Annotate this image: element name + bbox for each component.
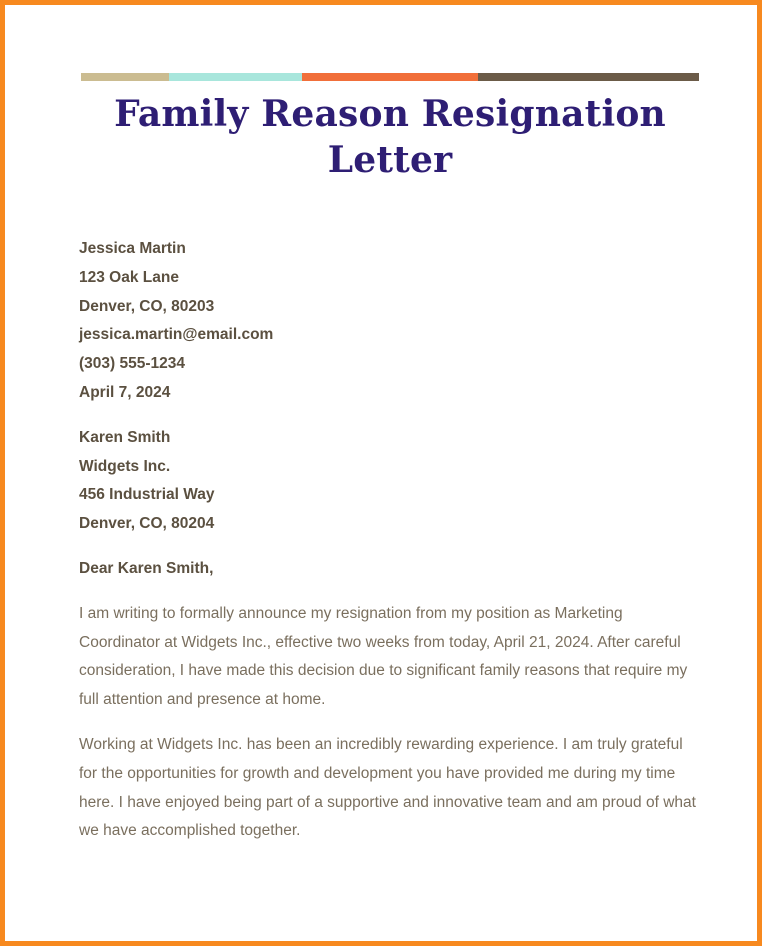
- color-bar-segment-2: [169, 73, 302, 81]
- recipient-street: 456 Industrial Way: [79, 486, 215, 504]
- recipient-city: Denver, CO, 80204: [79, 515, 215, 533]
- sender-phone: (303) 555-1234: [79, 355, 185, 373]
- body-paragraph-1: I am writing to formally announce my resignation from my position as Marketing Coordinator at Widgets Inc., effective two weeks from today, April 21, 2024. After careful consideration, I have made this decision due to significant family reasons that require my full attention and presence at home.: [79, 604, 688, 709]
- color-bar-segment-3: [302, 73, 478, 81]
- recipient-block: [79, 424, 704, 539]
- letter-title: Family Reason Resignation Letter: [114, 93, 666, 181]
- decorative-color-bar: [81, 73, 699, 81]
- recipient-company: Widgets Inc.: [79, 457, 171, 475]
- sender-name: Jessica Martin: [79, 240, 186, 257]
- color-bar-segment-1: [81, 73, 169, 81]
- salutation: Dear Karen Smith,: [79, 559, 214, 577]
- body-paragraph-2: Working at Widgets Inc. has been an incredibly rewarding experience. I am truly grateful for the opportunities for growth and development you have provided me during my time here. I have enjoyed being part of a supportive and innovative team and am proud of what we have accomplished together.: [79, 735, 696, 840]
- sender-block: [79, 235, 704, 408]
- salutation-block: [79, 555, 704, 584]
- sender-email: jessica.martin@email.com: [79, 326, 274, 344]
- letter-date: April 7, 2024: [79, 383, 171, 401]
- color-bar-segment-4: [478, 73, 699, 81]
- recipient-name: Karen Smith: [79, 428, 171, 446]
- letter-body: [79, 235, 704, 862]
- sender-city: Denver, CO, 80203: [79, 297, 215, 315]
- sender-street: 123 Oak Lane: [79, 268, 179, 286]
